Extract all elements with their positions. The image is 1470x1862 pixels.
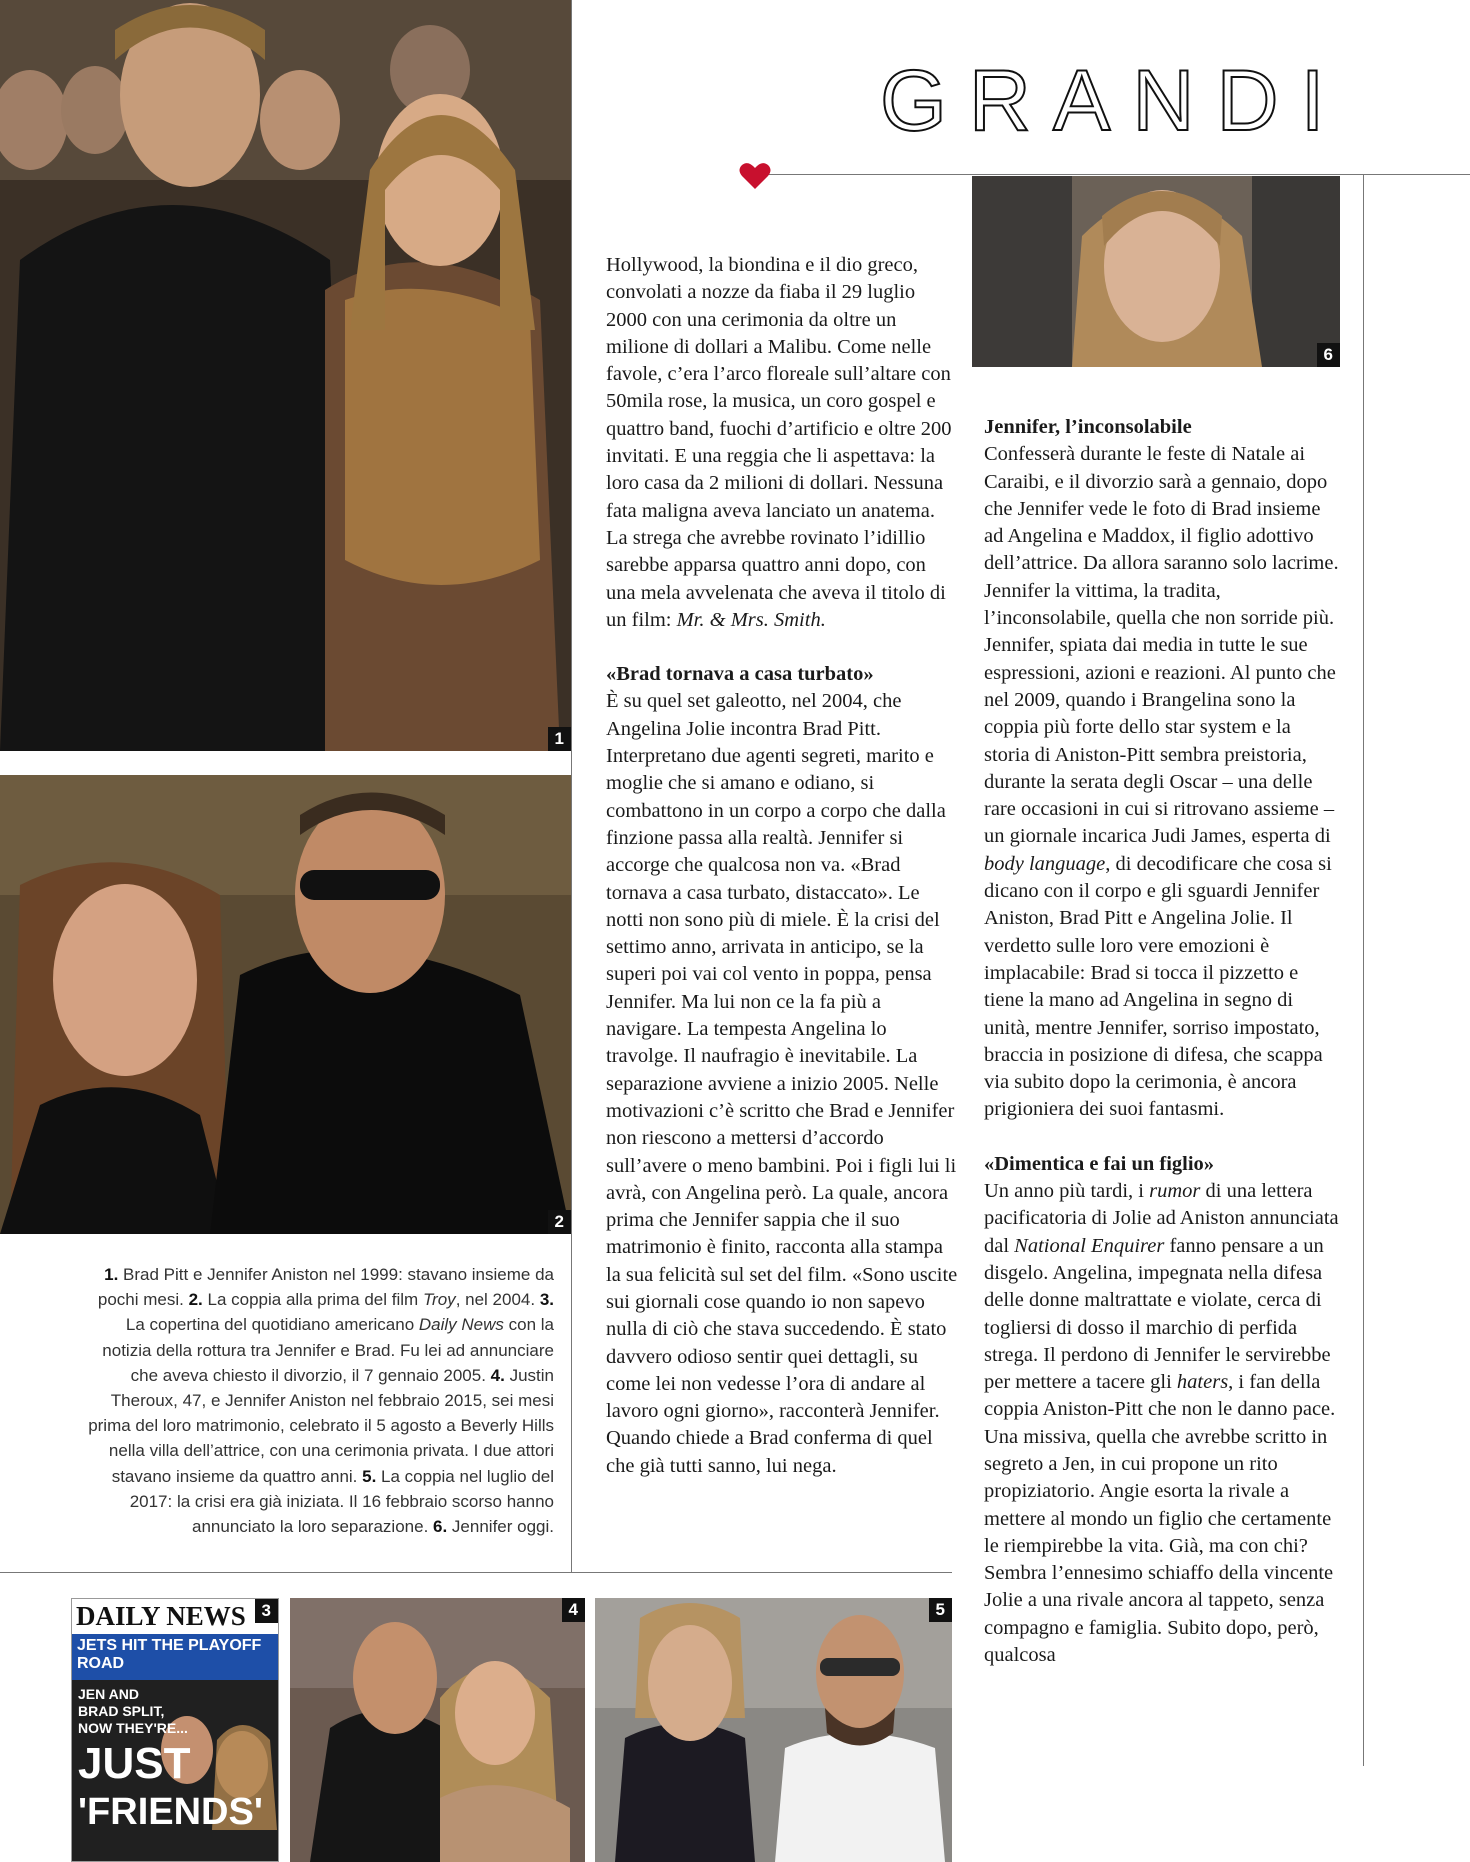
paragraph-text: , di decodificare che cosa si dicano con il corpo e gli sguardi Jennifer Aniston, Brad Pitt e Angelina Jolie. Il verdetto sulle loro vere emozioni è implacabile: Brad si tocca il pizzetto e tiene la mano ad Angelina in segno di unità, mentre Jennifer, sorriso impostato, braccia in posizione di difesa, che scappa via subito dopo la cerimonia, è ancora prigioniera dei suoi fantasmi. — [984, 852, 1332, 1121]
article-paragraph: È su quel set galeotto, nel 2004, che Angelina Jolie incontra Brad Pitt. Interpretano due agenti segreti, marito e moglie che si amano e odiano, si combattono in un corpo a corpo che dalla finzione passa alla realtà. Jennifer si accorge che qualcosa non va. «Brad tornava a casa turbato, distaccato». Le notti non sono più di miele. È la crisi del settimo anno, arrivata in anticipo, se la superi poi vai col vento in poppa, pensa Jennifer. Ma lui non ce la fa più a navigare. La tempesta Angelina lo travolge. Il naufragio è inevitabile. La separazione avviene a inizio 2005. Nelle motivazioni c’è scritto che Brad e Jennifer non riescono a mettersi d’accordo sull’avere o meno bambini. Poi i figli lui li avrà, con Angelina però. La quale, ancora prima che Jennifer sappia che il suo matrimonio è finito, racconta alla stampa la sua felicità sul set del film. «Sono uscite sui giornali cose quando io non sapevo nulla di ciò che stava succedendo. È stato davvero odioso sentir quei dettagli, su come lei non vedesse l’ora di andare al lavoro ogni giorno», racconterà Jennifer. Quando chiede a Brad conferma di quel che già tutti sanno, lui nega. — [606, 690, 958, 1477]
article-paragraph — [606, 252, 958, 634]
cover-line: NOW THEY'RE... — [78, 1720, 188, 1736]
cover-line: BRAD SPLIT, — [78, 1703, 165, 1719]
photo-number: 2 — [548, 1210, 571, 1234]
article-paragraph — [984, 1178, 1340, 1669]
caption-number: 5. — [362, 1466, 377, 1486]
photo-number: 5 — [929, 1598, 952, 1622]
article-column-middle — [606, 252, 958, 1480]
photo-number: 1 — [548, 727, 571, 751]
italic-text: haters — [1176, 1371, 1229, 1394]
caption-text: La copertina del quotidiano americano — [125, 1315, 419, 1335]
photo-1-image — [0, 0, 571, 751]
newspaper-banner: JETS HIT THE PLAYOFF ROAD — [72, 1634, 278, 1680]
paragraph-text: Un anno più tardi, i — [984, 1180, 1150, 1203]
photo-3 — [71, 1598, 279, 1862]
italic-text: body language — [984, 852, 1106, 875]
caption-number: 4. — [490, 1365, 505, 1385]
photo-5 — [595, 1598, 952, 1862]
caption-number: 3. — [539, 1290, 554, 1310]
caption-text: Jennifer oggi. — [447, 1517, 554, 1537]
header-rule — [756, 174, 1470, 175]
caption-text: La coppia nel luglio del 2017: la crisi era già iniziata. Il 16 febbraio scorso hanno annunciato la loro separazione. — [129, 1466, 554, 1537]
paragraph-text: fanno pensare a un disgelo. Angelina, impegnata nella difesa delle donne maltrattate e violate, cerca di togliersi di dosso il marchio di perfida strega. Il perdono di Jennifer le servirebbe per mettere a tacere gli — [984, 1234, 1331, 1394]
article-column-right — [984, 414, 1340, 1669]
article-paragraph — [984, 441, 1340, 1123]
photo-number: 4 — [562, 1598, 585, 1622]
paragraph-text: di una lettera pacificatoria di Jolie ad Aniston annunciata dal — [984, 1180, 1339, 1257]
caption-number: 6. — [433, 1517, 448, 1537]
page-title: GRANDI — [880, 53, 1347, 149]
paragraph-text: , i fan della coppia Aniston-Pitt che non le danno pace. Una missiva, quella che avrebbe scritto in segreto a Jen, in cui propone un rito propiziatorio. Angie esorta la rivale a mettere al mondo un figlio che certamente le riempirebbe la vita. Già, ma con chi? Sembra l’ennesimo schiaffo della vincente Jolie a una rivale ancora al tappeto, senza compagno e famiglia. Subito dopo, però, qualcosa — [984, 1371, 1336, 1667]
italic-text: rumor — [1149, 1180, 1201, 1203]
paragraph-text: Hollywood, la biondina e il dio greco, convolati a nozze da fiaba il 29 luglio 2000 con una cerimonia da oltre un milione di dollari a Malibu. Come nelle favole, c’era l’arco floreale sull’altare con 50mila rose, la musica, un coro gospel e quattro band, fuochi d’artificio e oltre 200 invitati. E una reggia che li aspettava: la loro casa da 2 milioni di dollari. Nessuna fata maligna aveva lanciato un anatema. La strega che avrebbe rovinato l’idillio sarebbe apparsa quattro anni dopo, con una mela avvelenata che aveva il titolo di un film: — [606, 254, 952, 631]
caption-number: 1. — [104, 1265, 119, 1284]
caption-text: Justin Theroux, 47, e Jennifer Aniston nel febbraio 2015, sei mesi prima del loro matrimonio, celebrato il 5 agosto a Beverly Hills nella villa dell’attrice, con una cerimonia privata. I due attori stavano insieme da quattro anni. — [88, 1365, 554, 1486]
photo-2 — [0, 775, 571, 1234]
film-title: Mr. & Mrs. Smith. — [676, 608, 826, 631]
heart-icon — [739, 162, 771, 190]
section-heading: «Dimentica e fai un figlio» — [984, 1152, 1215, 1175]
caption-text: , nel 2004. — [455, 1290, 540, 1310]
cover-headline: JUST — [78, 1739, 191, 1788]
photo-6 — [972, 176, 1340, 367]
photo-1 — [0, 0, 571, 751]
newspaper-cover — [72, 1680, 278, 1862]
photo-number: 6 — [1317, 343, 1340, 367]
column-divider-right — [1363, 174, 1364, 1766]
section-heading: Jennifer, l’inconsolabile — [984, 416, 1192, 438]
bottom-rule — [0, 1572, 952, 1573]
photo-2-image — [0, 775, 571, 1234]
photo-5-image — [595, 1598, 952, 1862]
column-divider — [571, 0, 572, 1572]
caption-italic: Daily News — [418, 1315, 504, 1335]
photo-number: 3 — [255, 1599, 278, 1623]
photo-caption — [80, 1262, 554, 1539]
section-heading: «Brad tornava a casa turbato» — [606, 663, 874, 686]
caption-text: con la notizia della rottura tra Jennifer e Brad. Fu lei ad annunciare che aveva chiesto il divorzio, il 7 gennaio 2005. — [102, 1315, 554, 1385]
photo-6-image — [972, 176, 1340, 367]
cover-line: JEN AND — [78, 1686, 139, 1702]
paragraph-text: Confesserà durante le feste di Natale ai Caraibi, e il divorzio sarà a gennaio, dopo che Jennifer vede le foto di Brad insieme ad Angelina e Maddox, il figlio adottivo dell’attrice. Da allora saranno solo lacrime. Jennifer la vittima, la tradita, l’inconsolabile, quella che non sorride più. Jennifer, spiata dai media in tutte le sue espressioni, azioni e reazioni. Al punto che nel 2009, quando i Brangelina sono la coppia più forte dello star system e la storia di Aniston-Pitt sembra preistoria, durante la serata degli Oscar – una delle rare occasioni in cui si ritrovano assieme – un giornale incarica Judi James, esperta di — [984, 443, 1339, 848]
newspaper-masthead: DAILY NEWS — [76, 1601, 246, 1631]
cover-headline: 'FRIENDS' — [78, 1791, 263, 1833]
italic-text: National Enquirer — [1014, 1234, 1165, 1257]
photo-4 — [290, 1598, 585, 1862]
caption-italic: Troy — [422, 1290, 456, 1310]
caption-text: La coppia alla prima del film — [202, 1290, 423, 1310]
caption-number: 2. — [188, 1290, 203, 1310]
photo-4-image — [290, 1598, 585, 1862]
caption-text: Brad Pitt e Jennifer Aniston nel 1999: stavano insieme da pochi mesi. — [97, 1265, 554, 1310]
